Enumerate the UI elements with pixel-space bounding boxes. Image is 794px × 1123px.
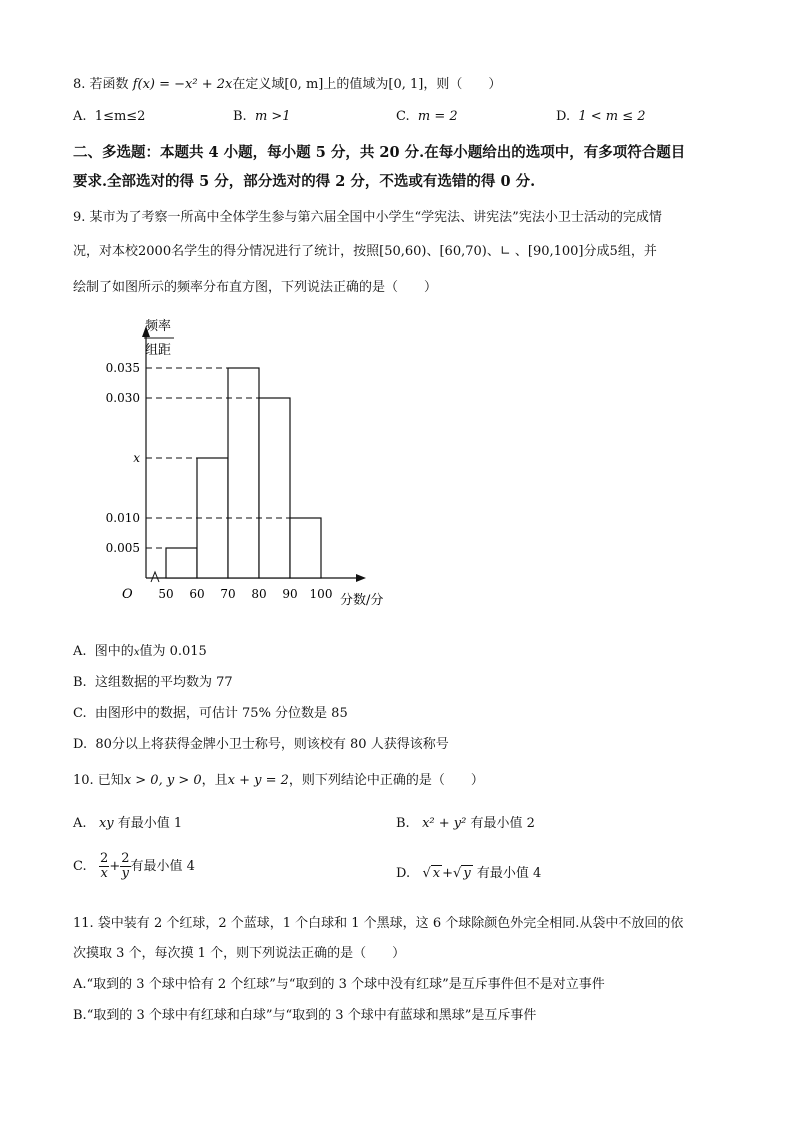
sqrt-icon: √ <box>422 866 431 881</box>
x-tick-label: 70 <box>220 587 236 601</box>
fraction-2-over-x: $\frac{2}{x}$ <box>100 851 109 881</box>
q9-option-a[interactable]: A. 图中的x值为 0.015 <box>73 644 207 659</box>
histogram-bar <box>259 398 290 578</box>
y-axis-label-bottom: 组距 <box>144 343 172 358</box>
q8-stem: 8. 若函数 f(x) = −x² + 2x在定义域[0, m]上的值域为[0, 1]，则（ ） <box>73 77 502 92</box>
fraction-2-over-y: $\frac{2}{y}$ <box>121 851 130 881</box>
q8-function: f(x) = −x² + 2x <box>132 77 233 92</box>
q11-option-a[interactable]: A.“取到的 3 个球中恰有 2 个红球”与“取到的 3 个球中没有红球”是互斥事件但不是对立事件 <box>73 977 605 992</box>
q9-option-c[interactable]: C. 由图形中的数据，可估计 75% 分位数是 85 <box>73 706 348 721</box>
x-axis-label: 分数/分 <box>340 593 384 608</box>
x-tick-label: 50 <box>158 587 174 601</box>
origin-label: O <box>122 587 133 602</box>
y-tick-label: 0.010 <box>105 511 140 525</box>
q10-stem: 10. 已知x > 0, y > 0，且x + y = 2，则下列结论中正确的是（ ） <box>73 773 484 788</box>
q8-option-d[interactable]: D. 1 < m ≤ 2 <box>556 109 646 124</box>
q9-intervals: [50,60)、[60,70)、∟ 、[90,100] <box>379 244 584 259</box>
q9-stem-line1: 9. 某市为了考察一所高中全体学生参与第六届全国中小学生“学宪法、讲宪法”宪法小卫士活动的完成情 <box>73 210 662 225</box>
x-tick-label: 60 <box>189 587 205 601</box>
y-tick-label: 0.005 <box>105 541 140 555</box>
q9-option-d[interactable]: D. 80分以上将获得金牌小卫士称号，则该校有 80 人获得该称号 <box>73 737 449 752</box>
x-tick-label: 80 <box>251 587 267 601</box>
y-tick-label: x <box>133 451 140 465</box>
sqrt-icon: √ <box>453 866 462 881</box>
frequency-histogram <box>90 312 390 612</box>
q10-option-c[interactable]: C. $\frac{2}{x}$ + $\frac{2}{y}$ 有最小值 4 <box>73 851 195 881</box>
q8-option-c[interactable]: C. m = 2 <box>396 109 458 124</box>
y-tick-label: 0.030 <box>105 391 140 405</box>
axis-break-icon <box>151 572 159 582</box>
q9-stem-line2: 况，对本校2000名学生的得分情况进行了统计，按照[50,60)、[60,70)、∟ 、[90,100]分成5组，并 <box>73 244 657 259</box>
q11-stem-line1: 11. 袋中装有 2 个红球，2 个蓝球，1 个白球和 1 个黑球，这 6 个球除颜色外完全相同.从袋中不放回的依 <box>73 916 684 931</box>
x-tick-label: 90 <box>282 587 298 601</box>
q10-option-d[interactable]: D. √ x +√ y 有最小值 4 <box>396 866 542 881</box>
section2-header-line2: 要求.全部选对的得 5 分，部分选对的得 2 分，不选或有选错的得 0 分. <box>73 173 536 190</box>
q10-option-b[interactable]: B. x² + y² 有最小值 2 <box>396 816 535 831</box>
x-tick-label: 100 <box>309 587 333 601</box>
q9-stem-line3: 绘制了如图所示的频率分布直方图，下列说法正确的是（ ） <box>73 280 438 295</box>
q8-domain: [0, m] <box>284 77 324 92</box>
q11-stem-line2: 次摸取 3 个，每次摸 1 个，则下列说法正确的是（ ） <box>73 946 406 961</box>
y-tick-label: 0.035 <box>105 361 140 375</box>
y-axis-label-top: 频率 <box>144 319 172 334</box>
histogram-bar <box>166 548 197 578</box>
x-axis-arrow-icon <box>356 574 366 582</box>
q8-option-a[interactable]: A. 1≤m≤2 <box>73 109 146 124</box>
histogram-bar <box>228 368 259 578</box>
histogram-bar <box>290 518 321 578</box>
section2-header-line1: 二、多选题：本题共 4 小题，每小题 5 分，共 20 分.在每小题给出的选项中，有多项符合题目 <box>73 144 686 161</box>
q11-option-b[interactable]: B.“取到的 3 个球中有红球和白球”与“取到的 3 个球中有蓝球和黑球”是互斥事件 <box>73 1008 537 1023</box>
q8-option-b[interactable]: B. m >1 <box>233 109 291 124</box>
q8-range: [0, 1] <box>388 77 424 92</box>
q9-option-b[interactable]: B. 这组数据的平均数为 77 <box>73 675 233 690</box>
q10-option-a[interactable]: A. xy 有最小值 1 <box>73 816 183 831</box>
